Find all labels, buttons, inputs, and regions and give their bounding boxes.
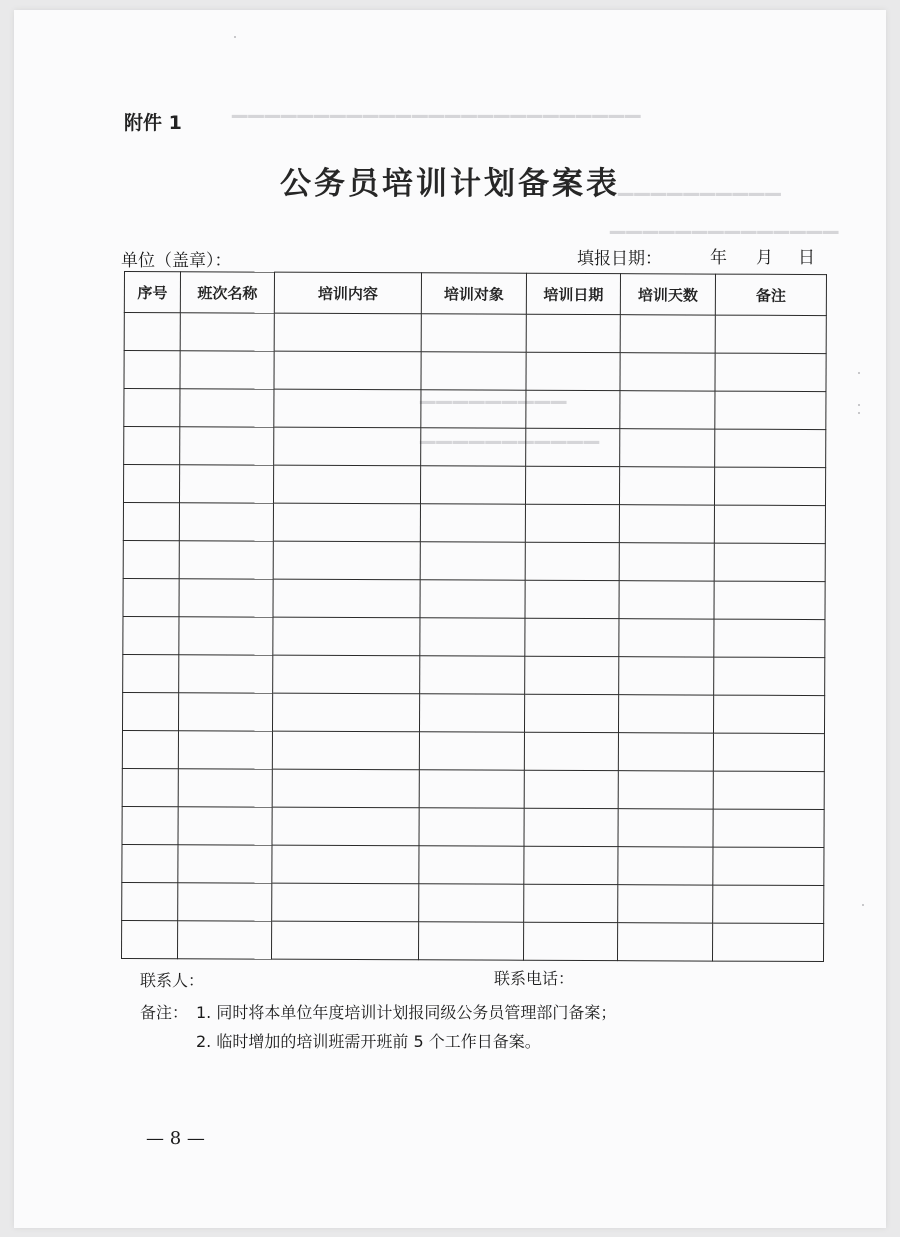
- table-cell[interactable]: [714, 657, 825, 695]
- table-header-row: [124, 272, 826, 316]
- table-row: [123, 616, 825, 657]
- table-cell[interactable]: [274, 313, 421, 352]
- table-cell[interactable]: [273, 465, 420, 504]
- table-cell[interactable]: [271, 921, 418, 960]
- table-cell[interactable]: [178, 845, 272, 883]
- table-cell[interactable]: [180, 313, 274, 351]
- table-cell[interactable]: [620, 353, 715, 391]
- table-row: [124, 313, 826, 354]
- table-cell[interactable]: [179, 617, 273, 655]
- table-cell[interactable]: [179, 655, 273, 693]
- table-cell[interactable]: [272, 807, 419, 846]
- scan-speck: [862, 904, 864, 906]
- table-cell[interactable]: [122, 806, 178, 844]
- table-cell[interactable]: [180, 427, 274, 465]
- page-title: 公务员培训计划备案表: [280, 166, 620, 202]
- table-cell[interactable]: [524, 732, 618, 770]
- table-cell[interactable]: [179, 465, 273, 503]
- table-cell[interactable]: [123, 465, 179, 503]
- bleed-through: ▁▁▁▁▁▁▁▁▁▁▁▁▁▁▁▁▁▁▁▁▁▁▁▁▁: [232, 94, 642, 118]
- table-row: [123, 578, 825, 619]
- table-cell[interactable]: [618, 847, 713, 885]
- table-cell[interactable]: [526, 390, 620, 428]
- column-header-date: 培训日期: [526, 273, 620, 314]
- table-row: [122, 692, 824, 733]
- table-cell[interactable]: [122, 692, 178, 730]
- table-row: [123, 502, 825, 543]
- table-cell[interactable]: [712, 923, 823, 961]
- table-row: [122, 882, 824, 923]
- table-cell[interactable]: [273, 541, 420, 580]
- table-cell[interactable]: [122, 844, 178, 882]
- table-cell[interactable]: [618, 733, 713, 771]
- bleed-through: ▁▁▁▁▁▁▁▁▁▁: [618, 172, 782, 196]
- table-cell[interactable]: [713, 885, 824, 923]
- table-cell[interactable]: [419, 884, 524, 922]
- table-cell[interactable]: [715, 391, 826, 429]
- table-cell[interactable]: [714, 543, 825, 581]
- table-cell[interactable]: [274, 427, 421, 466]
- table-cell[interactable]: [122, 768, 178, 806]
- table-cell[interactable]: [123, 654, 179, 692]
- table-cell[interactable]: [523, 922, 617, 960]
- table-cell[interactable]: [272, 693, 419, 732]
- table-row: [122, 920, 824, 961]
- table-cell[interactable]: [715, 315, 826, 353]
- table-cell[interactable]: [124, 313, 180, 351]
- table-row: [123, 540, 825, 581]
- table-cell[interactable]: [419, 732, 524, 770]
- table-cell[interactable]: [274, 389, 421, 428]
- table-cell[interactable]: [713, 733, 824, 771]
- contact-phone-label: 联系电话：: [494, 969, 575, 988]
- training-plan-table: [121, 271, 827, 962]
- table-cell[interactable]: [713, 847, 824, 885]
- table-cell[interactable]: [715, 353, 826, 391]
- table-cell[interactable]: [418, 922, 523, 960]
- table-cell[interactable]: [715, 429, 826, 467]
- table-cell[interactable]: [420, 618, 525, 656]
- scan-speck: [858, 412, 860, 414]
- table-cell[interactable]: [179, 579, 273, 617]
- table-cell[interactable]: [123, 616, 179, 654]
- table-cell[interactable]: [124, 389, 180, 427]
- table-cell[interactable]: [177, 921, 271, 959]
- table-cell[interactable]: [420, 656, 525, 694]
- table-cell[interactable]: [618, 809, 713, 847]
- table-cell[interactable]: [273, 617, 420, 656]
- table-cell[interactable]: [618, 695, 713, 733]
- table-cell[interactable]: [124, 427, 180, 465]
- table-cell[interactable]: [526, 352, 620, 390]
- table-cell[interactable]: [180, 351, 274, 389]
- table-cell[interactable]: [524, 808, 618, 846]
- date-month-label: 月: [756, 248, 773, 268]
- table-cell[interactable]: [526, 428, 620, 466]
- table-cell[interactable]: [420, 580, 525, 618]
- table-row: [124, 389, 826, 430]
- bleed-through: ▁▁▁▁▁▁▁▁▁▁▁▁▁▁: [610, 210, 840, 234]
- bleed-through: ▁▁▁▁▁▁▁▁▁▁▁: [420, 420, 601, 444]
- table-row: [122, 730, 824, 771]
- table-cell[interactable]: [178, 769, 272, 807]
- table-cell[interactable]: [421, 428, 526, 466]
- table-cell[interactable]: [618, 885, 713, 923]
- table-cell[interactable]: [619, 505, 714, 543]
- table-cell[interactable]: [419, 808, 524, 846]
- table-cell[interactable]: [123, 578, 179, 616]
- notes-label: 备注：: [140, 1003, 189, 1022]
- table-cell[interactable]: [180, 389, 274, 427]
- table-cell[interactable]: [122, 882, 178, 920]
- contact-person-label: 联系人：: [140, 971, 205, 990]
- column-header-remarks: 备注: [715, 274, 826, 315]
- table-cell[interactable]: [123, 502, 179, 540]
- table-cell[interactable]: [421, 314, 526, 352]
- table-cell[interactable]: [178, 807, 272, 845]
- column-header-content: 培训内容: [274, 272, 421, 314]
- column-header-serial: 序号: [124, 272, 180, 313]
- table-cell[interactable]: [124, 351, 180, 389]
- table-row: [123, 654, 825, 695]
- table-cell[interactable]: [123, 540, 179, 578]
- table-cell[interactable]: [714, 581, 825, 619]
- table-cell[interactable]: [713, 809, 824, 847]
- table-cell[interactable]: [525, 466, 619, 504]
- table-cell[interactable]: [525, 504, 619, 542]
- table-cell[interactable]: [420, 542, 525, 580]
- table-cell[interactable]: [420, 466, 525, 504]
- table-cell[interactable]: [524, 846, 618, 884]
- note-item-2: 2. 临时增加的培训班需开班前 5 个工作日备案。: [196, 1032, 541, 1051]
- table-cell[interactable]: [619, 657, 714, 695]
- table-cell[interactable]: [619, 543, 714, 581]
- table-cell[interactable]: [619, 619, 714, 657]
- table-cell[interactable]: [273, 579, 420, 618]
- table-cell[interactable]: [525, 542, 619, 580]
- table-cell[interactable]: [273, 503, 420, 542]
- table-cell[interactable]: [525, 580, 619, 618]
- training-plan-table-wrapper: [121, 271, 826, 956]
- table-cell[interactable]: [714, 467, 825, 505]
- table-row: [124, 427, 826, 468]
- table-cell[interactable]: [421, 352, 526, 390]
- bleed-through: ▁▁▁▁▁▁▁▁▁: [420, 380, 568, 404]
- table-cell[interactable]: [618, 771, 713, 809]
- table-cell[interactable]: [526, 314, 620, 352]
- table-cell[interactable]: [419, 846, 524, 884]
- scan-speck: [858, 372, 860, 374]
- table-row: [122, 806, 824, 847]
- unit-stamp-label: 单位（盖章）：: [121, 251, 232, 271]
- page-number: — 8 —: [146, 1128, 205, 1149]
- table-cell[interactable]: [620, 391, 715, 429]
- table-cell[interactable]: [421, 390, 526, 428]
- table-cell[interactable]: [714, 505, 825, 543]
- table-row: [122, 844, 824, 885]
- table-cell[interactable]: [524, 884, 618, 922]
- table-cell[interactable]: [619, 581, 714, 619]
- table-cell[interactable]: [419, 694, 524, 732]
- table-cell[interactable]: [272, 731, 419, 770]
- column-header-class-name: 班次名称: [180, 272, 274, 313]
- table-cell[interactable]: [122, 920, 178, 958]
- table-cell[interactable]: [419, 770, 524, 808]
- table-cell[interactable]: [620, 429, 715, 467]
- table-cell[interactable]: [274, 351, 421, 390]
- scan-speck: [234, 36, 236, 38]
- table-cell[interactable]: [178, 883, 272, 921]
- table-cell[interactable]: [524, 694, 618, 732]
- table-row: [122, 768, 824, 809]
- table-row: [124, 351, 826, 392]
- table-cell[interactable]: [619, 467, 714, 505]
- table-cell[interactable]: [178, 693, 272, 731]
- table-cell[interactable]: [273, 655, 420, 694]
- scan-speck: [858, 404, 860, 406]
- column-header-days: 培训天数: [620, 274, 715, 315]
- fill-date-label: 填报日期：: [577, 249, 662, 269]
- table-cell[interactable]: [713, 771, 824, 809]
- table-cell[interactable]: [420, 504, 525, 542]
- table-cell[interactable]: [525, 656, 619, 694]
- table-cell[interactable]: [525, 618, 619, 656]
- note-item-1: 1. 同时将本单位年度培训计划报同级公务员管理部门备案；: [196, 1003, 617, 1022]
- table-row: [123, 465, 825, 506]
- table-cell[interactable]: [272, 845, 419, 884]
- table-cell[interactable]: [179, 503, 273, 541]
- table-cell[interactable]: [620, 315, 715, 353]
- table-cell[interactable]: [617, 923, 712, 961]
- column-header-target: 培训对象: [421, 273, 526, 314]
- attachment-label: 附件 1: [124, 112, 182, 134]
- table-cell[interactable]: [122, 730, 178, 768]
- table-cell[interactable]: [714, 619, 825, 657]
- table-cell[interactable]: [713, 695, 824, 733]
- table-cell[interactable]: [178, 731, 272, 769]
- table-cell[interactable]: [524, 770, 618, 808]
- table-body: [122, 313, 827, 962]
- date-day-label: 日: [798, 248, 815, 268]
- table-cell[interactable]: [179, 541, 273, 579]
- date-year-label: 年: [710, 248, 727, 268]
- table-cell[interactable]: [272, 769, 419, 808]
- table-cell[interactable]: [272, 883, 419, 922]
